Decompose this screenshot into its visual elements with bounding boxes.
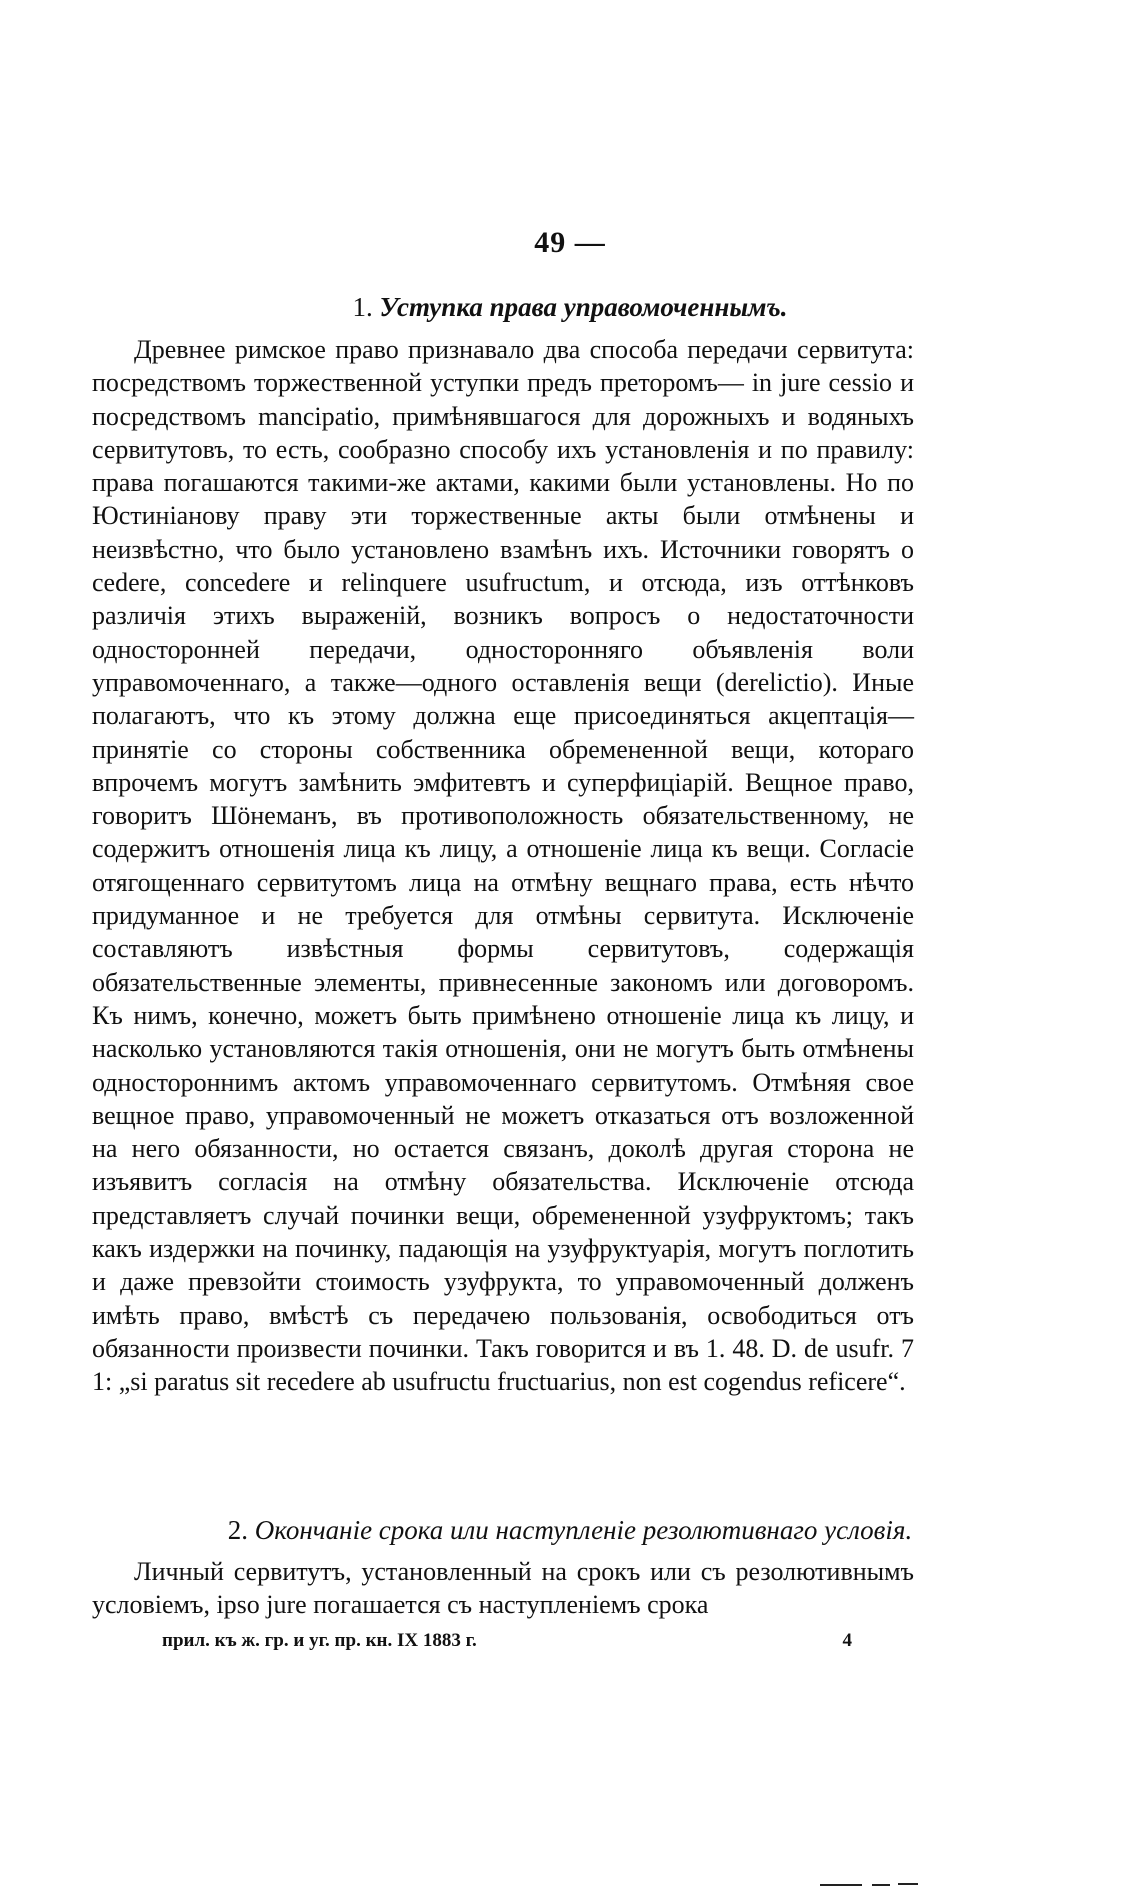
- section-2-number: 2.: [227, 1515, 249, 1545]
- section-1-number: 1.: [352, 292, 373, 322]
- scan-mark: [898, 1883, 918, 1885]
- section-1-title: Уступка права управомоченнымъ.: [379, 292, 788, 322]
- page-number: 49 —: [534, 226, 606, 259]
- scan-mark: [872, 1884, 890, 1886]
- scan-mark: [820, 1884, 862, 1886]
- section-1-heading: [0, 292, 1140, 323]
- section-2-paragraph: Личный сервитутъ, установленный на срокъ или съ резолютивнымъ условіемъ, ipso jure погашается съ наступленіемъ срока: [92, 1557, 914, 1620]
- section-2-title: Окончаніе срока или наступленіе резолютивнаго условія.: [254, 1515, 913, 1545]
- section-2-heading: [0, 1515, 1140, 1546]
- footer-sheet-number: 4: [842, 1630, 852, 1651]
- page-footer: [162, 1630, 852, 1652]
- footer-signature: прил. къ ж. гр. и уг. пр. кн. IX 1883 г.: [162, 1630, 477, 1651]
- section-1-paragraph: Древнее римское право признавало два способа передачи сервитута: посредствомъ торжественной уступки предъ преторомъ— in jure cessio и посредствомъ mancipatio, примѣнявшагося для дорожныхъ и водяныхъ сервитутовъ, то есть, сообразно способу ихъ установленія и по правилу: права погашаются такими-же актами, какими были установлены. Но по Юстиніанову праву эти торжественные акты были отмѣнены и неизвѣстно, что было установлено взамѣнъ ихъ. Источники говорятъ о cedere, concedere и relinquere usufructum, и отсюда, изъ оттѣнковъ различія этихъ выраженій, возникъ вопросъ о недостаточности односторонней передачи, односторонняго объявленія воли управомоченнаго, а также—одного оставленія вещи (derelictio). Иные полагаютъ, что къ этому должна еще присоединяться акцептація—принятіе со стороны собственника обремененной вещи, котораго впрочемъ могутъ замѣнить эмфитевтъ и суперфиціарій. Вещное право, говоритъ Шöнеманъ, въ противоположность обязательственному, не содержитъ отношенія лица къ лицу, а отношеніе лица къ вещи. Согласіе отягощеннаго сервитутомъ лица на отмѣну вещнаго права, есть нѣчто придуманное и не требуется для отмѣны сервитута. Исключеніе составляютъ извѣстныя формы сервитутовъ, содержащія обязательственные элементы, привнесенные закономъ или договоромъ. Къ нимъ, конечно, можетъ быть примѣнено отношеніе лица къ лицу, и насколько установляются такія отношенія, они не могутъ быть отмѣнены одностороннимъ актомъ управомоченнаго сервитутомъ. Отмѣняя свое вещное право, управомоченный не можетъ отказаться отъ возложенной на него обязанности, но остается связанъ, доколѣ другая сторона не изъявитъ согласія на отмѣну обязательства. Исключеніе отсюда представляетъ случай починки вещи, обремененной узуфруктомъ; такъ какъ издержки на починку, падающія на узуфруктуарія, могутъ поглотить и даже превзойти стоимость узуфрукта, то управомоченный долженъ имѣть право, вмѣстѣ съ передачею пользованія, освободиться отъ обязанности произвести починки. Такъ говорится и въ 1. 48. D. de usufr. 7 1: „si paratus sit recedere ab usufructu fructuarius, non est cogendus reficere“.: [92, 335, 914, 1397]
